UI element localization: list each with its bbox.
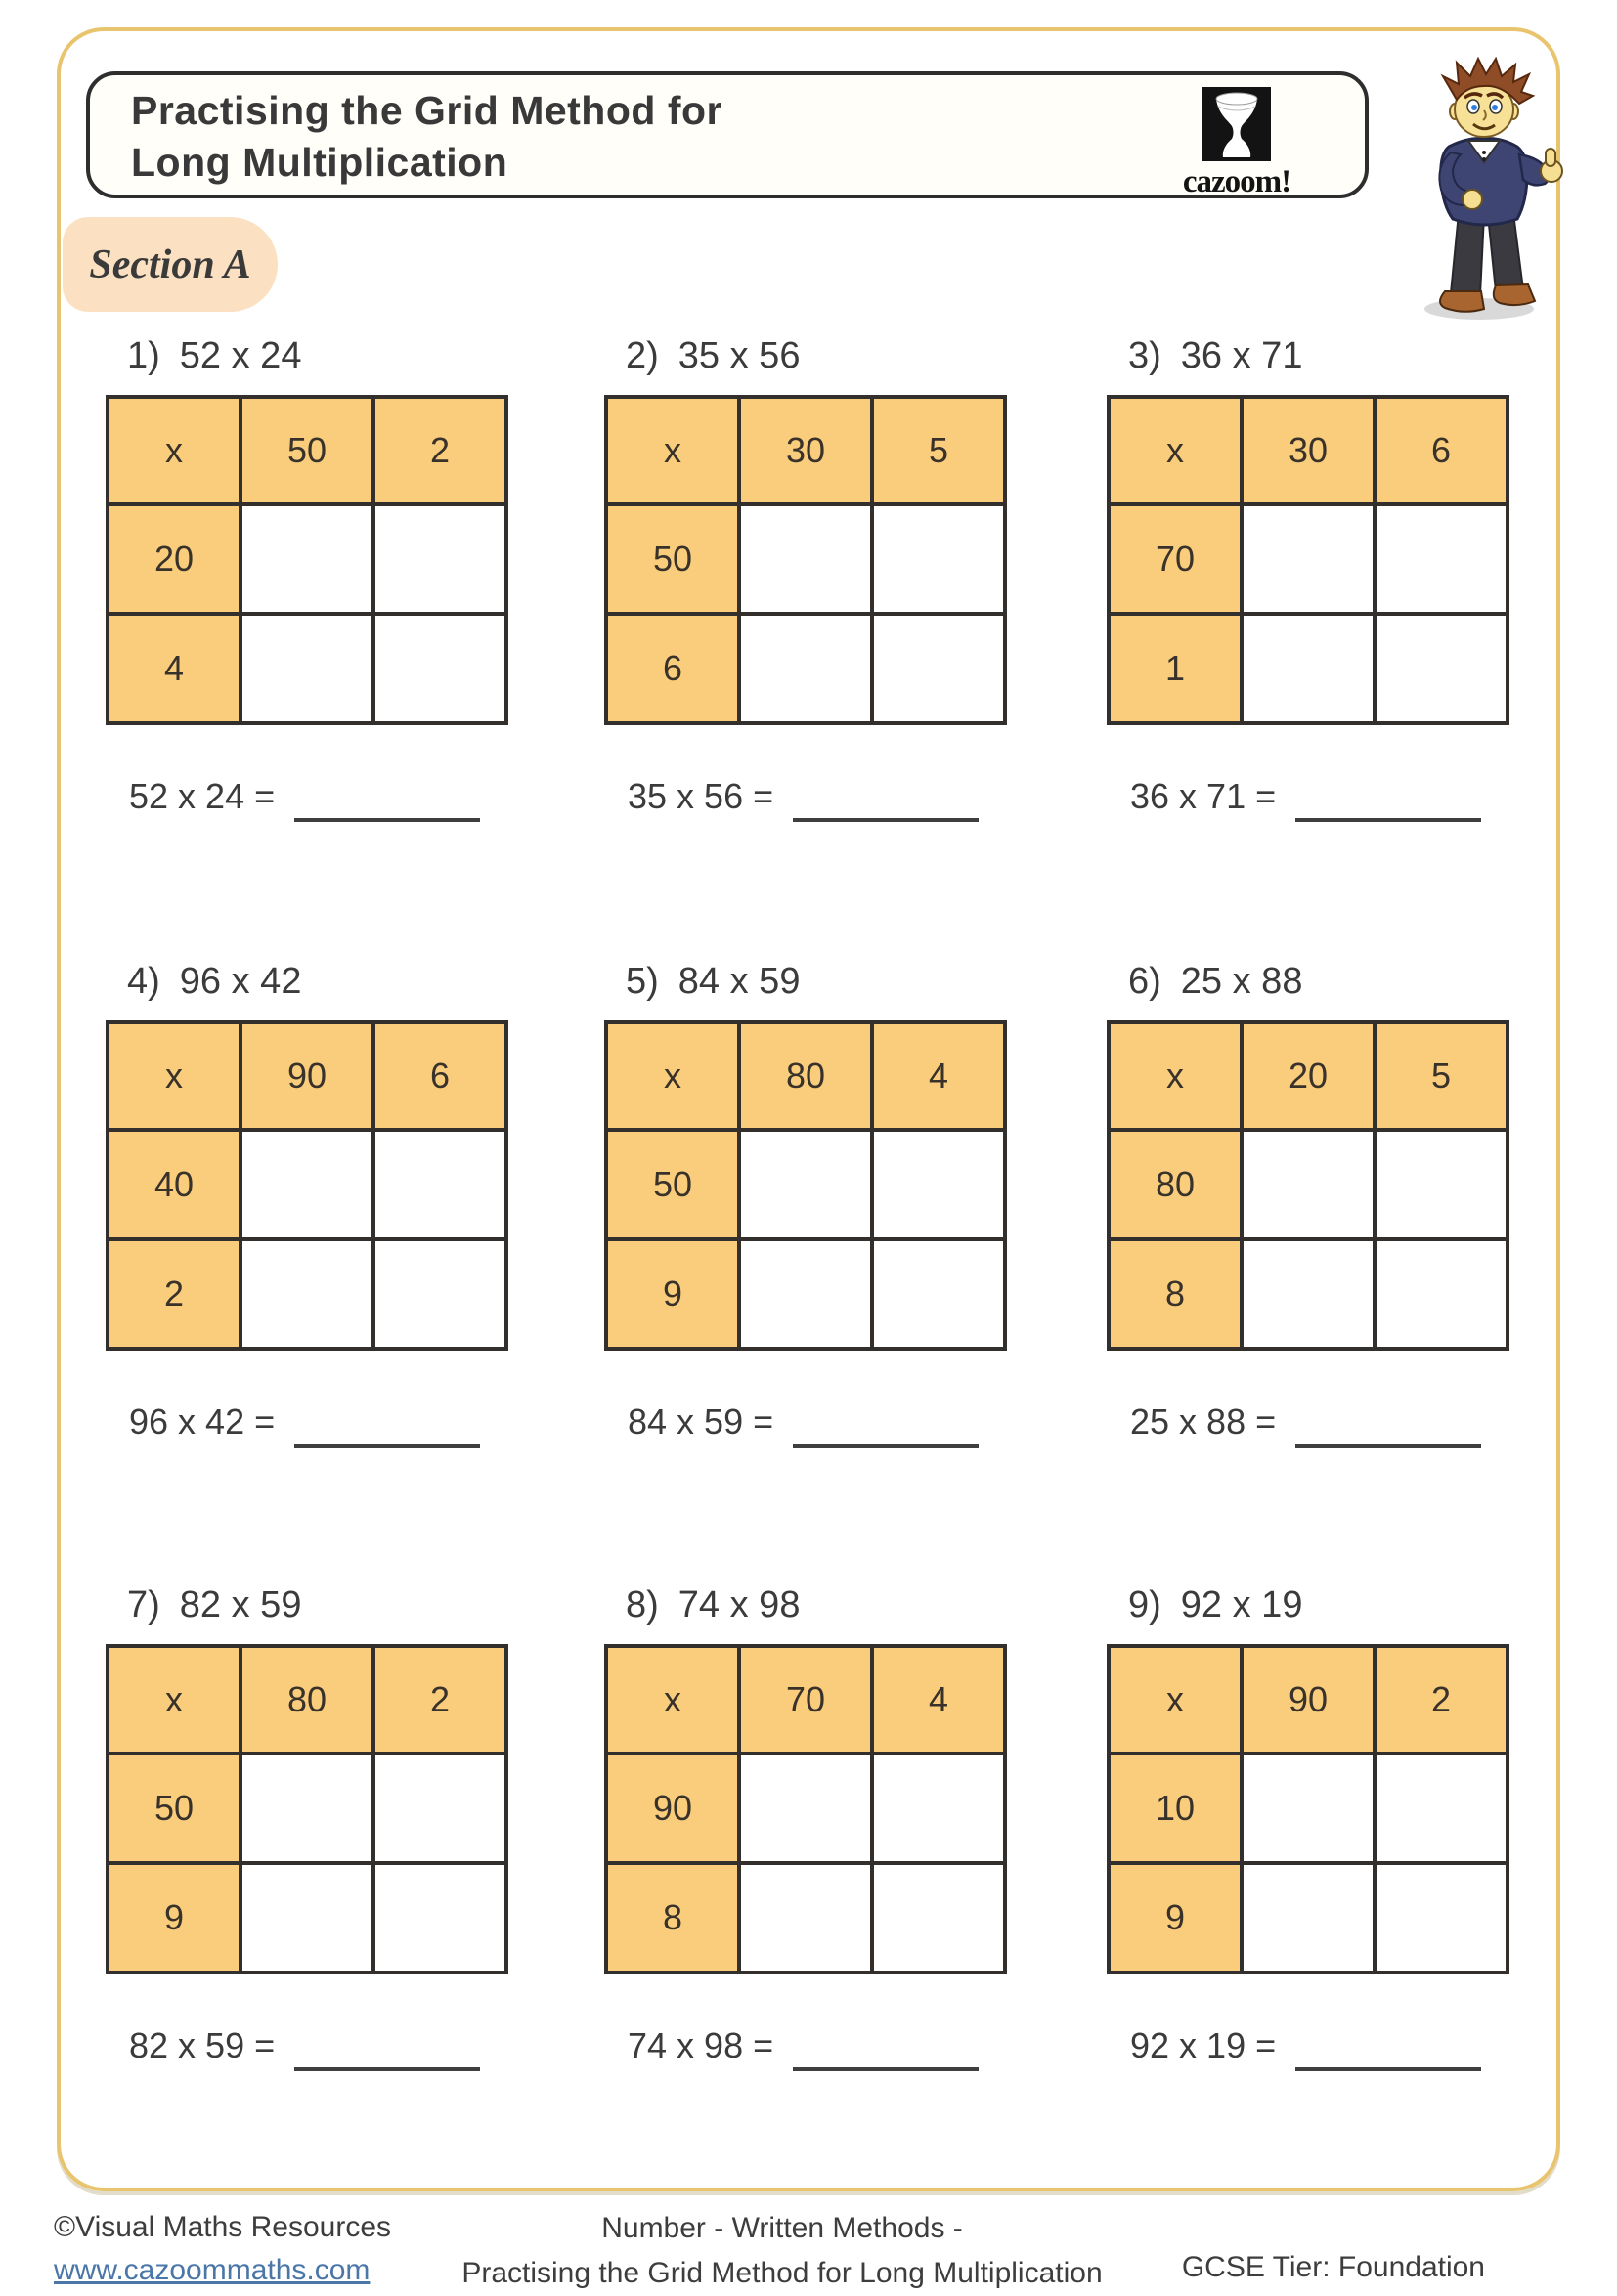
col-header: 30	[739, 397, 872, 504]
topic-line-1: Number - Written Methods -	[601, 2212, 963, 2244]
answer-prefix: 84 x 59 =	[628, 1402, 774, 1442]
answer-line-4	[106, 1402, 510, 1448]
row-header: 2	[108, 1239, 240, 1349]
answer-cell[interactable]	[240, 1754, 373, 1863]
answer-cell[interactable]	[1242, 1130, 1375, 1239]
answer-line-1	[106, 776, 510, 822]
col-header: 80	[739, 1022, 872, 1130]
col-header: 4	[872, 1022, 1005, 1130]
answer-cell[interactable]	[1242, 504, 1375, 614]
problem-9	[1107, 1581, 1511, 2071]
answer-blank[interactable]	[793, 1444, 979, 1448]
answer-cell[interactable]	[872, 1863, 1005, 1972]
col-header: 2	[373, 397, 506, 504]
problem-expression: 74 x 98	[677, 1583, 801, 1625]
multiplication-grid-8	[604, 1644, 1007, 1974]
problem-6	[1107, 958, 1511, 1448]
multiplication-grid-2	[604, 395, 1007, 725]
section-a-tab	[63, 217, 278, 312]
row-header: 40	[108, 1130, 240, 1239]
problem-1-label	[106, 332, 510, 379]
section-label: Section A	[89, 241, 251, 287]
row-header: 50	[108, 1754, 240, 1863]
col-header: 50	[240, 397, 373, 504]
answer-cell[interactable]	[1242, 1863, 1375, 1972]
operator-cell: x	[108, 1646, 240, 1754]
title-box	[86, 71, 1369, 198]
problem-number: 7)	[127, 1583, 160, 1625]
row-header: 80	[1109, 1130, 1242, 1239]
multiplication-grid-6	[1107, 1020, 1509, 1351]
col-header: 20	[1242, 1022, 1375, 1130]
answer-prefix: 36 x 71 =	[1130, 776, 1277, 816]
operator-cell: x	[108, 1022, 240, 1130]
row-header: 6	[606, 614, 739, 723]
problem-8	[604, 1581, 1009, 2071]
row-header: 9	[606, 1239, 739, 1349]
multiplication-grid-1	[106, 395, 508, 725]
topic-line-2: Practising the Grid Method for Long Multiplication	[461, 2257, 1103, 2289]
problem-expression: 84 x 59	[677, 960, 801, 1002]
worksheet-title	[131, 85, 722, 189]
title-line-1: Practising the Grid Method for	[131, 88, 722, 133]
row-header: 8	[1109, 1239, 1242, 1349]
answer-cell[interactable]	[373, 1863, 506, 1972]
problem-4-label	[106, 958, 510, 1005]
col-header: 6	[373, 1022, 506, 1130]
boy-thumbs-up-mascot	[1386, 57, 1582, 330]
answer-line-9	[1107, 2025, 1511, 2071]
answer-cell[interactable]	[240, 1863, 373, 1972]
operator-cell: x	[1109, 1646, 1242, 1754]
cazoom-logo	[1154, 87, 1320, 200]
answer-cell[interactable]	[373, 1239, 506, 1349]
answer-blank[interactable]	[294, 1444, 480, 1448]
col-header: 5	[1375, 1022, 1508, 1130]
problem-7	[106, 1581, 510, 2071]
answer-prefix: 25 x 88 =	[1130, 1402, 1277, 1442]
multiplication-grid-5	[604, 1020, 1007, 1351]
answer-cell[interactable]	[373, 504, 506, 614]
col-header: 90	[1242, 1646, 1375, 1754]
problem-number: 6)	[1128, 960, 1161, 1002]
answer-line-6	[1107, 1402, 1511, 1448]
problem-3	[1107, 332, 1511, 822]
answer-cell[interactable]	[1375, 1130, 1508, 1239]
problem-expression: 52 x 24	[179, 334, 302, 376]
answer-cell[interactable]	[1375, 1863, 1508, 1972]
answer-cell[interactable]	[872, 1754, 1005, 1863]
col-header: 30	[1242, 397, 1375, 504]
col-header: 2	[373, 1646, 506, 1754]
problem-number: 9)	[1128, 1583, 1161, 1625]
operator-cell: x	[606, 397, 739, 504]
problem-number: 4)	[127, 960, 160, 1002]
title-line-2: Long Multiplication	[131, 140, 508, 185]
answer-prefix: 35 x 56 =	[628, 776, 774, 816]
col-header: 2	[1375, 1646, 1508, 1754]
problem-5-label	[604, 958, 1009, 1005]
answer-blank[interactable]	[1295, 1444, 1481, 1448]
website-link[interactable]: www.cazoommaths.com	[54, 2254, 371, 2286]
answer-cell[interactable]	[872, 1239, 1005, 1349]
copyright-text: ©Visual Maths Resources	[54, 2211, 392, 2243]
multiplication-grid-7	[106, 1644, 508, 1974]
problem-5	[604, 958, 1009, 1448]
answer-blank[interactable]	[793, 2067, 979, 2071]
problem-2-label	[604, 332, 1009, 379]
answer-cell[interactable]	[240, 504, 373, 614]
answer-cell[interactable]	[373, 1754, 506, 1863]
problem-expression: 35 x 56	[677, 334, 801, 376]
answer-blank[interactable]	[1295, 818, 1481, 822]
operator-cell: x	[606, 1646, 739, 1754]
answer-line-5	[604, 1402, 1009, 1448]
row-header: 1	[1109, 614, 1242, 723]
problem-expression: 96 x 42	[179, 960, 302, 1002]
operator-cell: x	[1109, 397, 1242, 504]
answer-cell[interactable]	[739, 1239, 872, 1349]
row-header: 70	[1109, 504, 1242, 614]
multiplication-grid-3	[1107, 395, 1509, 725]
multiplication-grid-9	[1107, 1644, 1509, 1974]
answer-cell[interactable]	[739, 1863, 872, 1972]
answer-prefix: 52 x 24 =	[129, 776, 276, 816]
row-header: 9	[108, 1863, 240, 1972]
problem-2	[604, 332, 1009, 822]
footer-topic	[293, 2206, 1271, 2296]
problem-7-label	[106, 1581, 510, 1628]
answer-blank[interactable]	[793, 818, 979, 822]
answer-cell[interactable]	[872, 614, 1005, 723]
answer-cell[interactable]	[373, 1130, 506, 1239]
answer-cell[interactable]	[1375, 614, 1508, 723]
tier-label: GCSE Tier: Foundation	[1181, 2251, 1485, 2283]
answer-line-3	[1107, 776, 1511, 822]
col-header: 80	[240, 1646, 373, 1754]
answer-line-7	[106, 2025, 510, 2071]
problem-6-label	[1107, 958, 1511, 1005]
row-header: 8	[606, 1863, 739, 1972]
problem-number: 3)	[1128, 334, 1161, 376]
answer-line-8	[604, 2025, 1009, 2071]
answer-cell[interactable]	[240, 1239, 373, 1349]
answer-cell[interactable]	[373, 614, 506, 723]
operator-cell: x	[108, 397, 240, 504]
col-header: 6	[1375, 397, 1508, 504]
answer-cell[interactable]	[1375, 1754, 1508, 1863]
answer-cell[interactable]	[739, 1130, 872, 1239]
problem-number: 8)	[626, 1583, 659, 1625]
answer-line-2	[604, 776, 1009, 822]
problem-expression: 25 x 88	[1180, 960, 1303, 1002]
multiplication-grid-4	[106, 1020, 508, 1351]
answer-prefix: 82 x 59 =	[129, 2025, 276, 2065]
answer-cell[interactable]	[739, 504, 872, 614]
answer-cell[interactable]	[872, 1130, 1005, 1239]
col-header: 5	[872, 397, 1005, 504]
answer-prefix: 96 x 42 =	[129, 1402, 276, 1442]
row-header: 10	[1109, 1754, 1242, 1863]
problem-number: 1)	[127, 334, 160, 376]
problem-expression: 36 x 71	[1180, 334, 1303, 376]
answer-cell[interactable]	[872, 504, 1005, 614]
problem-number: 2)	[626, 334, 659, 376]
problem-3-label	[1107, 332, 1511, 379]
problem-expression: 82 x 59	[179, 1583, 302, 1625]
problem-8-label	[604, 1581, 1009, 1628]
answer-cell[interactable]	[739, 614, 872, 723]
operator-cell: x	[1109, 1022, 1242, 1130]
row-header: 50	[606, 504, 739, 614]
problem-expression: 92 x 19	[1180, 1583, 1303, 1625]
answer-blank[interactable]	[294, 818, 480, 822]
answer-prefix: 92 x 19 =	[1130, 2025, 1277, 2065]
answer-cell[interactable]	[1242, 614, 1375, 723]
row-header: 9	[1109, 1863, 1242, 1972]
row-header: 90	[606, 1754, 739, 1863]
logo-wordmark: cazoom!	[1182, 164, 1291, 199]
row-header: 4	[108, 614, 240, 723]
answer-prefix: 74 x 98 =	[628, 2025, 774, 2065]
answer-cell[interactable]	[240, 614, 373, 723]
row-header: 50	[606, 1130, 739, 1239]
problem-number: 5)	[626, 960, 659, 1002]
answer-cell[interactable]	[1242, 1239, 1375, 1349]
operator-cell: x	[606, 1022, 739, 1130]
problem-9-label	[1107, 1581, 1511, 1628]
col-header: 4	[872, 1646, 1005, 1754]
answer-blank[interactable]	[1295, 2067, 1481, 2071]
row-header: 20	[108, 504, 240, 614]
answer-cell[interactable]	[1375, 1239, 1508, 1349]
djembe-drum-icon	[1202, 87, 1271, 161]
col-header: 70	[739, 1646, 872, 1754]
problem-1	[106, 332, 510, 822]
col-header: 90	[240, 1022, 373, 1130]
problem-4	[106, 958, 510, 1448]
answer-cell[interactable]	[240, 1130, 373, 1239]
answer-cell[interactable]	[1375, 504, 1508, 614]
answer-blank[interactable]	[294, 2067, 480, 2071]
answer-cell[interactable]	[739, 1754, 872, 1863]
answer-cell[interactable]	[1242, 1754, 1375, 1863]
